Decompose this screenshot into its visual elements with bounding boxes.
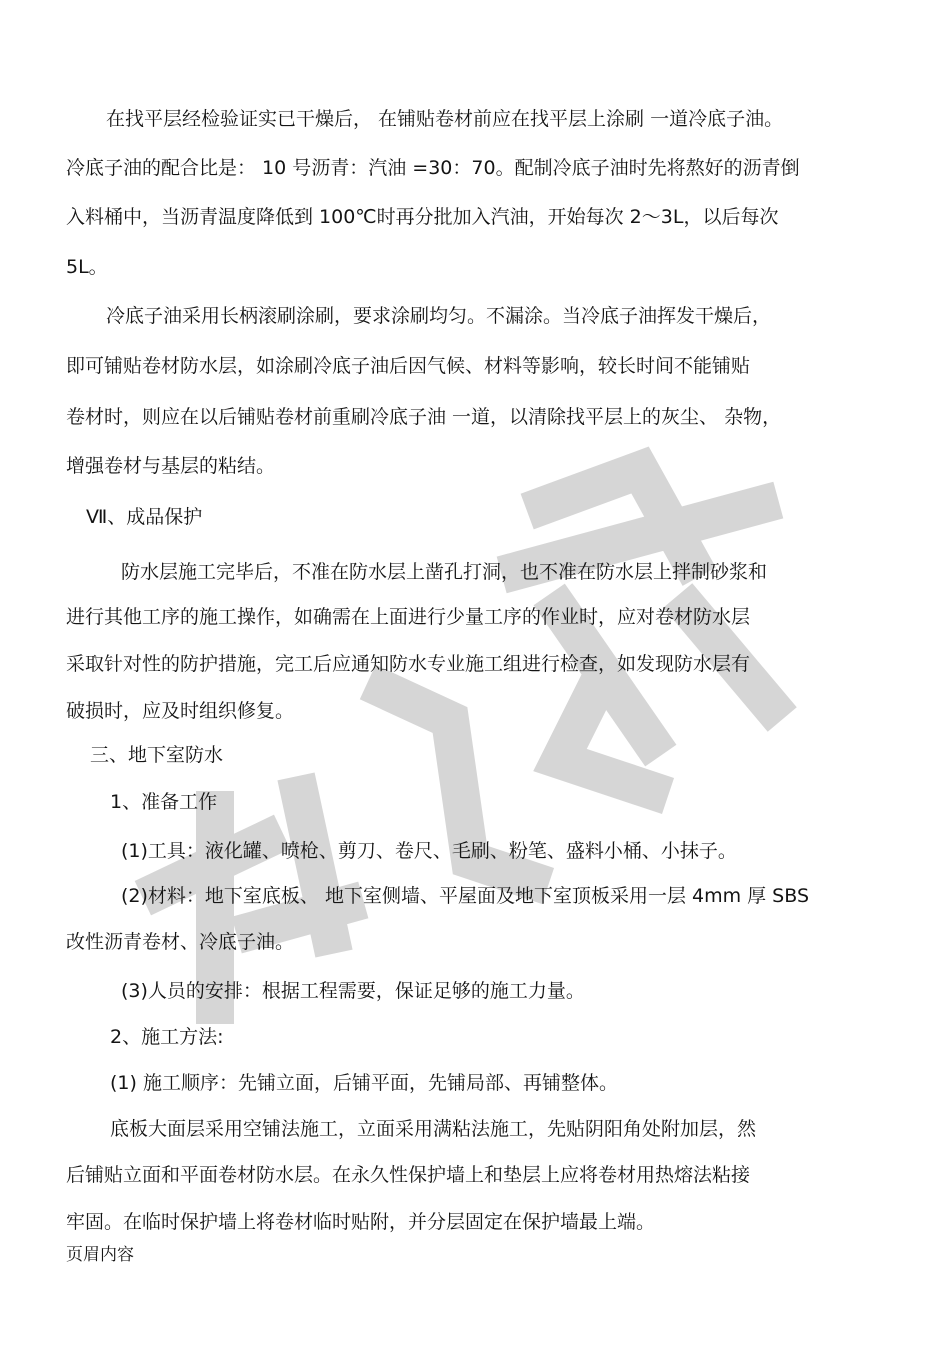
text-line-18: 改性沥青卷材、冷底子油。 (66, 931, 295, 953)
text-line-7: 卷材时，则应在以后铺贴卷材前重刷冷底子油 一道，以清除找平层上的灰尘、 杂物， (66, 406, 782, 428)
text-line-8: 增强卷材与基层的粘结。 (66, 455, 276, 477)
text-line-4: 5L。 (66, 256, 108, 278)
watermark-stroke-3 (300, 795, 330, 935)
watermark-strokes (160, 470, 770, 1005)
text-line-1: 在找平层经检验证实已干燥后， 在铺贴卷材前应在找平层上涂刷 一道冷底子油。 (106, 108, 784, 130)
text-line-17: (2)材料：地下室底板、 地下室侧墙、平屋面及地下室顶板采用一层 4mm 厚 SBS (121, 885, 810, 907)
text-line-22: 底板大面层采用空铺法施工，立面采用满粘法施工，先贴阴阳角处附加层，然 (110, 1118, 757, 1140)
section-heading-basement-waterproofing: 三、地下室防水 (90, 744, 224, 766)
text-line-6: 即可铺贴卷材防水层，如涂刷冷底子油后因气候、材料等影响，较长时间不能铺贴 (66, 355, 751, 377)
text-line-19: (3)人员的安排：根据工程需要，保证足够的施工力量。 (121, 980, 585, 1002)
subheading-construction-method: 2、施工方法: (110, 1026, 224, 1048)
text-line-10: 防水层施工完毕后，不准在防水层上凿孔打洞，也不准在防水层上拌制砂浆和 (121, 561, 768, 583)
watermark-stroke-10 (560, 680, 650, 790)
text-line-11: 进行其他工序的施工操作，如确需在上面进行少量工序的作业时，应对卷材防水层 (66, 606, 751, 628)
section-heading-finished-protection: Ⅶ、成品保护 (86, 506, 203, 528)
text-line-16: (1)工具：液化罐、喷枪、剪刀、卷尺、毛刷、粉笔、盛料小桶、小抹子。 (121, 840, 737, 862)
text-line-24: 牢固。在临时保护墙上将卷材临时贴附，并分层固定在保护墙最上端。 (66, 1211, 656, 1233)
page-footer: 页眉内容 (66, 1245, 134, 1265)
watermark-stroke-6 (545, 470, 690, 560)
subheading-preparation: 1、准备工作 (110, 791, 218, 813)
watermark-stroke-4 (255, 905, 345, 930)
text-line-13: 破损时，应及时组织修复。 (66, 700, 295, 722)
text-line-3: 入料桶中，当沥青温度降低到 100℃时再分批加入汽油，开始每次 2～3L，以后每次 (66, 206, 779, 228)
text-line-5: 冷底子油采用长柄滚刷涂刷，要求涂刷均匀。不漏涂。当冷底子油挥发干燥后， (106, 305, 772, 327)
text-line-12: 采取针对性的防护措施，完工后应通知防水专业施工组进行检查，如发现防水层有 (66, 653, 751, 675)
text-line-21: (1) 施工顺序：先铺立面，后铺平面，先铺局部、再铺整体。 (110, 1072, 618, 1094)
text-line-23: 后铺贴立面和平面卷材防水层。在永久性保护墙上和垫层上应将卷材用热熔法粘接 (66, 1164, 751, 1186)
text-line-2: 冷底子油的配合比是： 10 号沥青：汽油 =30：70。配制冷底子油时先将熬好的沥青倒 (66, 157, 800, 179)
